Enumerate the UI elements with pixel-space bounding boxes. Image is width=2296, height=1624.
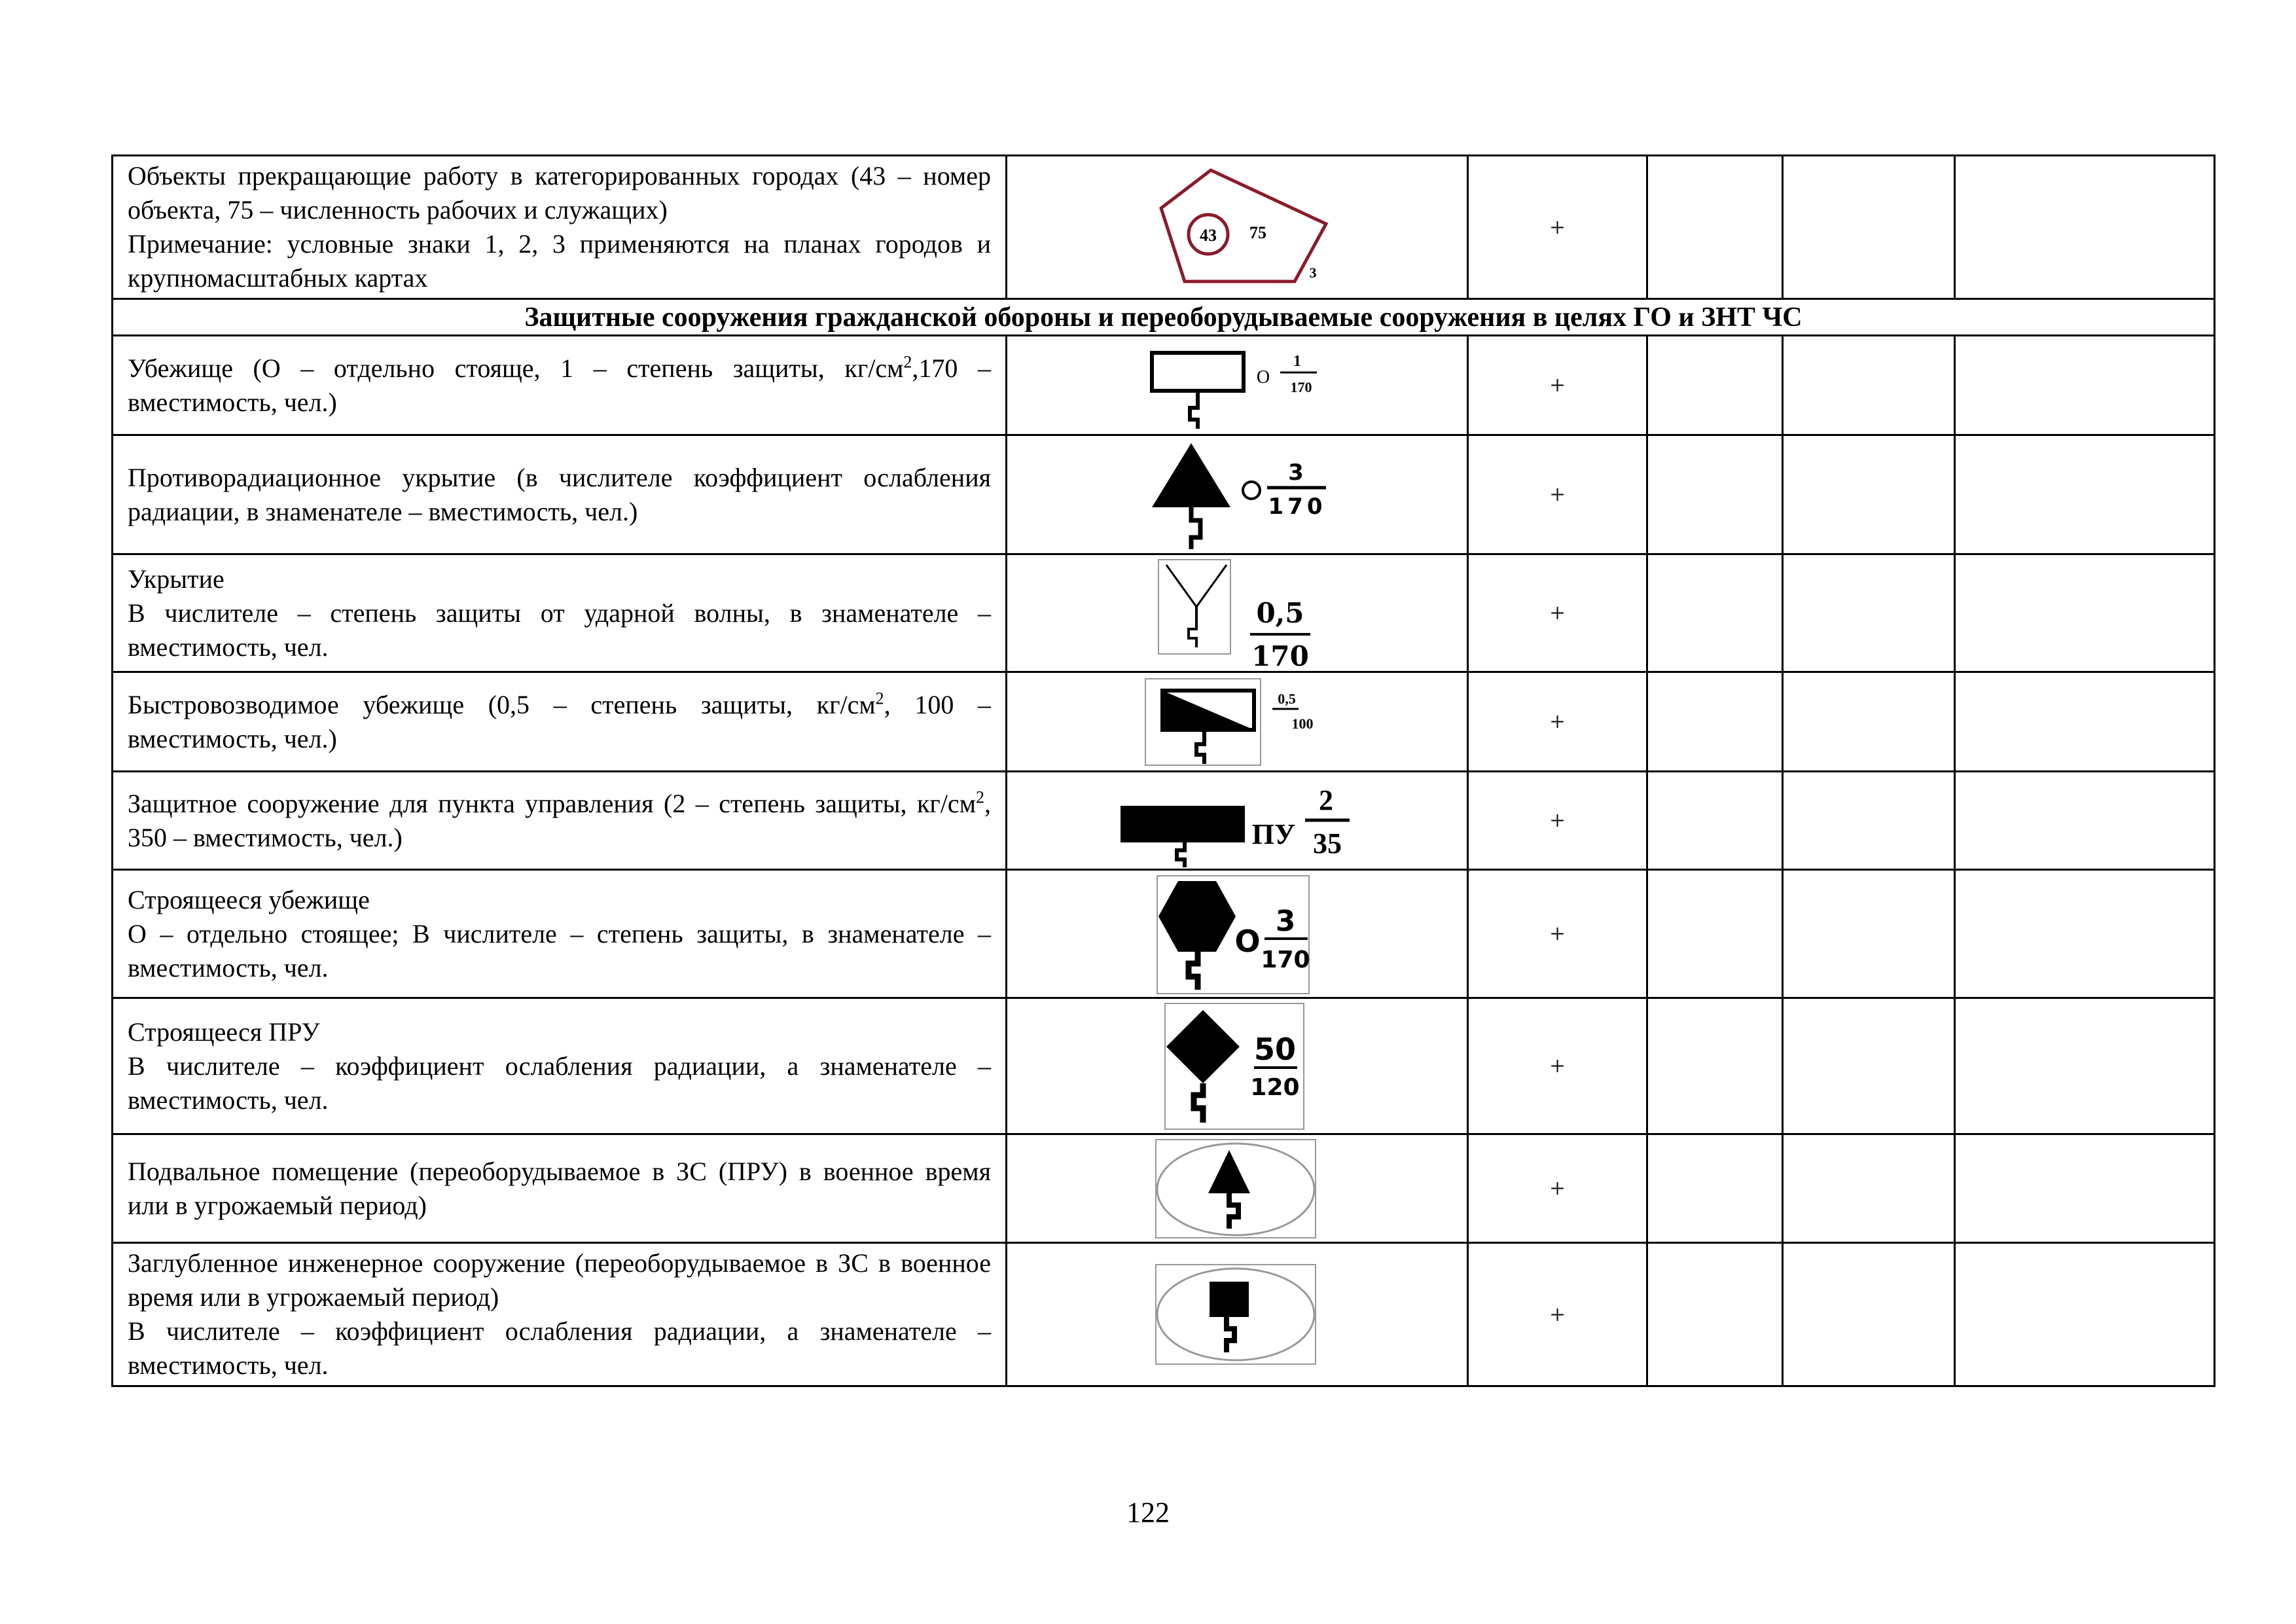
row-description: Строящееся убежище О – отдельно стоящее; В числителе – степень защиты, в знаменателе – вместимость, чел. xyxy=(113,870,1007,998)
row-description: Укрытие В числителе – степень защиты от ударной волны, в знаменателе – вместимость, чел. xyxy=(113,554,1007,672)
empty-cell xyxy=(1783,1134,1955,1243)
empty-cell xyxy=(1955,1243,2215,1386)
cover-symbol xyxy=(1152,556,1322,671)
empty-cell xyxy=(1783,156,1955,299)
page-number: 122 xyxy=(1126,1496,1170,1528)
row-description: Строящееся ПРУ В числителе – коэффициент ослабления радиации, а знаменателе – вместимость, чел. xyxy=(113,998,1007,1134)
empty-cell xyxy=(1955,435,2215,554)
mark-cell: + xyxy=(1468,772,1647,870)
mark-cell: + xyxy=(1468,554,1647,672)
symbol-cell xyxy=(1007,772,1468,870)
pentagon-object-symbol xyxy=(1139,165,1335,289)
fraction-denominator: 170 xyxy=(1251,640,1309,671)
empty-cell xyxy=(1647,1134,1783,1243)
section-title: Защитные сооружения гражданской обороны и переоборудываемые сооружения в целях ГО и ЗНТ ЧС xyxy=(113,299,2215,336)
fast-shelter-symbol xyxy=(1139,676,1335,768)
row-description: Заглубленное инженерное сооружение (переоборудываемое в ЗС в военное время или в угрожаемый период) В числителе – коэффициент ослабления радиации, а знаменателе – вместимость, чел. xyxy=(113,1243,1007,1386)
empty-cell xyxy=(1955,156,2215,299)
fraction-numerator: 0,5 xyxy=(1256,596,1304,629)
description-note: Примечание: условные знаки 1, 2, 3 применяются на планах городов и крупномасштабных картах xyxy=(128,229,991,293)
empty-cell xyxy=(1955,870,2215,998)
row-description: Подвальное помещение (переоборудываемое в ЗС (ПРУ) в военное время или в угрожаемый период) xyxy=(113,1134,1007,1243)
empty-cell xyxy=(1955,336,2215,435)
mark-cell: + xyxy=(1468,1134,1647,1243)
mark-cell: + xyxy=(1468,156,1647,299)
table-row-objects xyxy=(113,156,2215,299)
empty-cell xyxy=(1647,554,1783,672)
row-description xyxy=(113,156,1007,299)
empty-cell xyxy=(1783,672,1955,772)
empty-cell xyxy=(1955,998,2215,1134)
empty-cell xyxy=(1783,998,1955,1134)
fraction-numerator: 3 xyxy=(1288,459,1304,486)
table-row-building-shelter xyxy=(113,870,2215,998)
table-row-pru xyxy=(113,435,2215,554)
empty-cell xyxy=(1783,870,1955,998)
fraction-numerator: 3 xyxy=(1275,904,1296,938)
symbol-cell xyxy=(1007,672,1468,772)
command-post-label: ПУ xyxy=(1251,818,1296,850)
empty-cell xyxy=(1783,772,1955,870)
building-pru-symbol xyxy=(1158,1001,1316,1132)
radiation-shelter-symbol xyxy=(1132,439,1342,550)
empty-cell xyxy=(1647,435,1783,554)
row-description: Быстровозводимое убежище (0,5 – степень защиты, $кг/см^2$, 100 – вместимость, чел.) xyxy=(113,672,1007,772)
fraction-numerator: 2 xyxy=(1319,784,1333,816)
empty-cell xyxy=(1955,1134,2215,1243)
mark-cell: + xyxy=(1468,870,1647,998)
empty-cell xyxy=(1647,156,1783,299)
empty-cell xyxy=(1783,1243,1955,1386)
fraction-numerator: 1 xyxy=(1293,352,1301,370)
basement-symbol xyxy=(1152,1137,1322,1240)
mark-cell: + xyxy=(1468,1243,1647,1386)
symbol-cell xyxy=(1007,435,1468,554)
fraction-numerator: 50 xyxy=(1253,1031,1297,1067)
symbol-cell xyxy=(1007,1134,1468,1243)
empty-cell xyxy=(1647,998,1783,1134)
mark-cell: + xyxy=(1468,435,1647,554)
mark-cell: + xyxy=(1468,998,1647,1134)
staff-count-label: 75 xyxy=(1249,223,1266,242)
category-label: 3 xyxy=(1309,264,1317,281)
table-row-command-post xyxy=(113,772,2215,870)
fraction-numerator: 0,5 xyxy=(1278,690,1296,707)
symbol-cell xyxy=(1007,156,1468,299)
symbol-cell xyxy=(1007,870,1468,998)
empty-cell xyxy=(1783,435,1955,554)
row-description: Убежище (О – отдельно стояще, 1 – степень защиты, $кг/см^2,170$ – вместимость, чел.) xyxy=(113,336,1007,435)
symbol-cell xyxy=(1007,1243,1468,1386)
table-row-deep-structure xyxy=(113,1243,2215,1386)
symbols-table xyxy=(111,154,2215,1387)
empty-cell xyxy=(1647,336,1783,435)
description-line: Объекты прекращающие работу в категорированных городах (43 – номер объекта, 75 – численность рабочих и служащих) xyxy=(128,161,991,225)
section-header-row xyxy=(113,299,2215,336)
fraction-denominator: 100 xyxy=(1291,715,1314,732)
fraction-denominator: 35 xyxy=(1313,827,1342,859)
fraction-denominator: 120 xyxy=(1250,1074,1300,1101)
fraction-denominator: 170 xyxy=(1268,493,1327,520)
empty-cell xyxy=(1955,772,2215,870)
empty-cell xyxy=(1647,1243,1783,1386)
command-post-symbol xyxy=(1113,773,1361,869)
empty-cell xyxy=(1955,554,2215,672)
empty-cell xyxy=(1955,672,2215,772)
empty-cell xyxy=(1783,336,1955,435)
symbol-cell xyxy=(1007,554,1468,672)
symbol-cell xyxy=(1007,336,1468,435)
row-description: Защитное сооружение для пункта управления (2 – степень защиты, $кг/см^2$, 350 – вместимость, чел.) xyxy=(113,772,1007,870)
shelter-symbol xyxy=(1132,340,1342,431)
mark-cell: + xyxy=(1468,336,1647,435)
symbol-cell xyxy=(1007,998,1468,1134)
separate-mark: О xyxy=(1256,367,1270,388)
table-row-building-pru xyxy=(113,998,2215,1134)
fraction-denominator: 170 xyxy=(1290,378,1312,395)
table-row-fast-shelter xyxy=(113,672,2215,772)
empty-cell xyxy=(1783,554,1955,672)
object-number-label: 43 xyxy=(1200,226,1217,245)
separate-mark: О xyxy=(1234,923,1261,959)
empty-cell xyxy=(1647,772,1783,870)
table-row-shelter xyxy=(113,336,2215,435)
building-shelter-symbol xyxy=(1152,872,1322,996)
deep-structure-symbol xyxy=(1152,1262,1322,1367)
table-row-cover xyxy=(113,554,2215,672)
empty-cell xyxy=(1647,672,1783,772)
row-description: Противорадиационное укрытие (в числителе коэффициент ослабления радиации, в знаменателе – вместимость, чел.) xyxy=(113,435,1007,554)
empty-cell xyxy=(1647,870,1783,998)
table-row-basement xyxy=(113,1134,2215,1243)
fraction-denominator: 170 xyxy=(1261,946,1310,973)
mark-cell: + xyxy=(1468,672,1647,772)
